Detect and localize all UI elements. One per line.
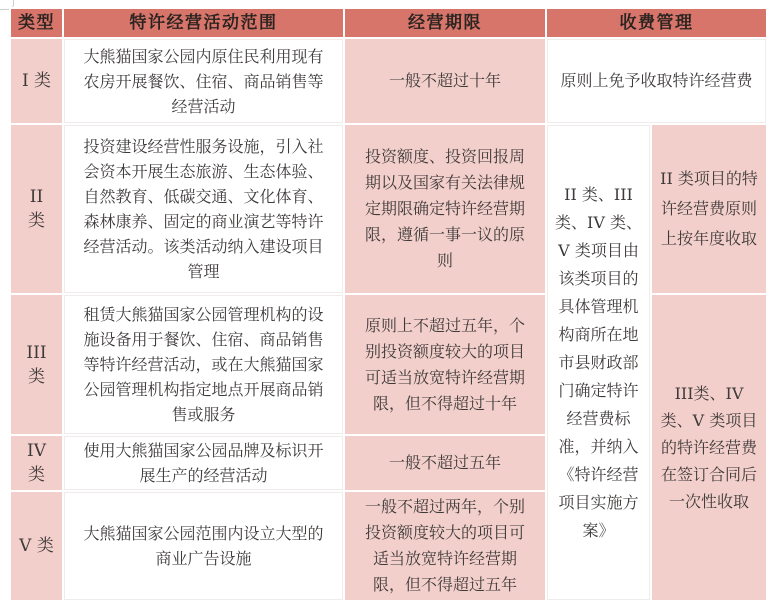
table-row-class1 — [10, 38, 767, 124]
header-row — [10, 8, 767, 38]
type-cell-class2: II 类 — [10, 124, 63, 294]
fee-cell-class2: II 类项目的特许经营费原则上按年度收取 — [651, 124, 767, 294]
header-scope: 特许经营活动范围 — [63, 8, 344, 38]
period-cell-class3: 原则上不超过五年，个别投资额度较大的项目可适当放宽特许经营期限，但不得超过十年 — [344, 294, 546, 435]
header-fee: 收费管理 — [546, 8, 767, 38]
scope-cell-class4: 使用大熊猫国家公园品牌及标识开展生产的经营活动 — [63, 435, 344, 491]
header-period: 经营期限 — [344, 8, 546, 38]
period-cell-class1: 一般不超过十年 — [344, 38, 546, 124]
scope-cell-class5: 大熊猫国家公园范围内设立大型的商业广告设施 — [63, 491, 344, 601]
table-row-class2 — [10, 124, 767, 294]
period-cell-class4: 一般不超过五年 — [344, 435, 546, 491]
period-cell-class5: 一般不超过两年，个别投资额度较大的项目可适当放宽特许经营期限，但不得超过五年 — [344, 491, 546, 601]
type-cell-class5: V 类 — [10, 491, 63, 601]
franchise-table-container — [9, 7, 768, 602]
scope-cell-class2: 投资建设经营性服务设施，引入社会资本开展生态旅游、生态体验、自然教育、低碳交通、文化体育、森林康养、固定的商业演艺等特许经营活动。该类活动纳入建设项目管理 — [63, 124, 344, 294]
scope-cell-class1: 大熊猫国家公园内原住民利用现有农房开展餐饮、住宿、商品销售等经营活动 — [63, 38, 344, 124]
fee-shared-cell: II 类、III 类、IV 类、V 类项目由该类项目的具体管理机构商所在地市县财政部门确定特许经营费标准，并纳入《特许经营项目实施方案》 — [546, 124, 651, 601]
header-type: 类型 — [10, 8, 63, 38]
period-cell-class2: 投资额度、投资回报周期以及国家有关法律规定期限确定特许经营期限，遵循一事一议的原则 — [344, 124, 546, 294]
type-cell-class3: III类 — [10, 294, 63, 435]
type-cell-class1: I 类 — [10, 38, 63, 124]
table-row-class3 — [10, 294, 767, 435]
scope-cell-class3: 租赁大熊猫国家公园管理机构的设施设备用于餐饮、住宿、商品销售等特许经营活动，或在大熊猫国家公园管理机构指定地点开展商品销售或服务 — [63, 294, 344, 435]
franchise-management-table — [9, 7, 768, 602]
fee-cell-class3-5: III类、IV 类、V 类项目的特许经营费在签订合同后一次性收取 — [651, 294, 767, 601]
type-cell-class4: IV类 — [10, 435, 63, 491]
fee-cell-class1: 原则上免予收取特许经营费 — [546, 38, 767, 124]
